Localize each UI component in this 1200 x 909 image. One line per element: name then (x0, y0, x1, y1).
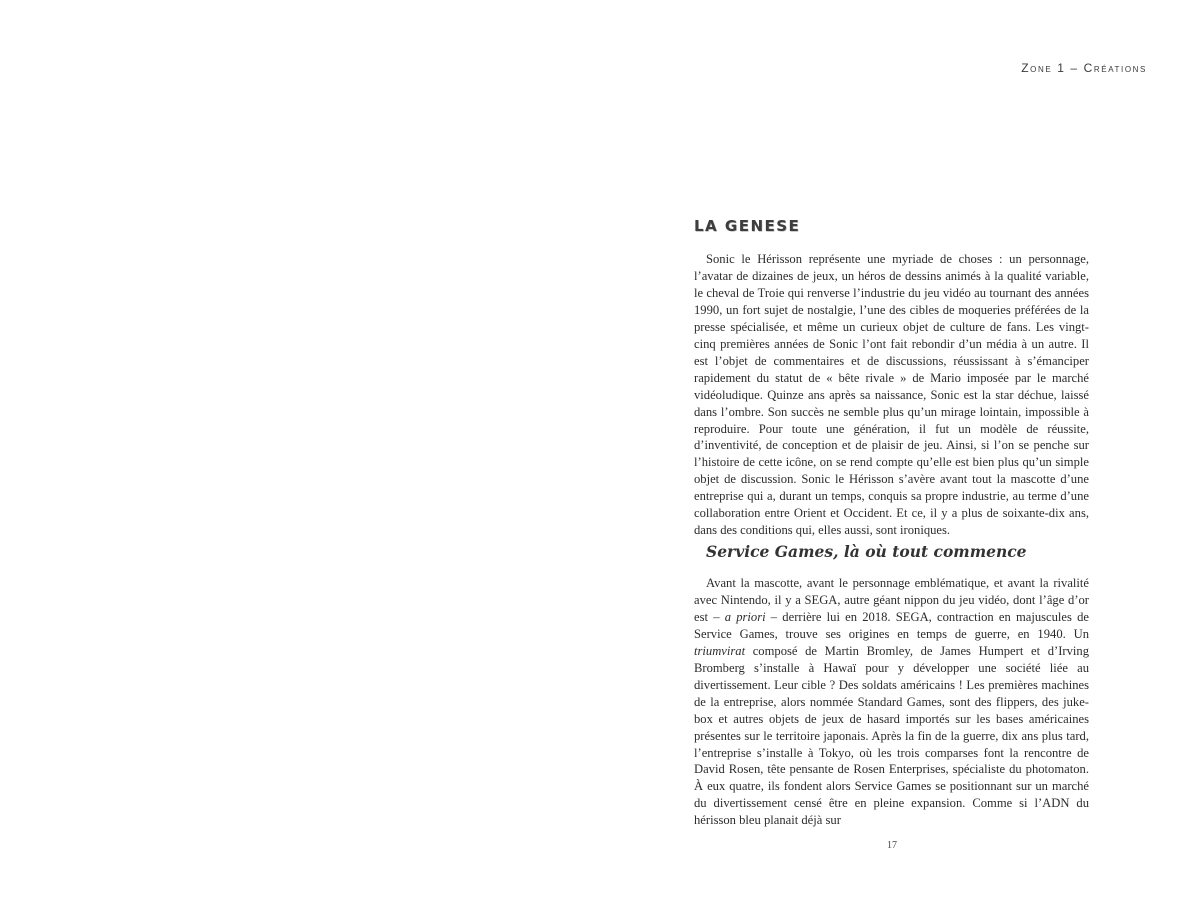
section-title: Service Games, là où tout commence (706, 542, 1027, 561)
intro-paragraph: Sonic le Hérisson représente une myriade de choses : un personnage, l’avatar de dizaines de jeux, un héros de dessins animés à la qualité variable, le cheval de Troie qui renverse l’industrie du jeu vidéo au tournant des années 1990, un fort sujet de nostalgie, l’une des cibles de moqueries préférées de la presse spécialisée, et même un curieux objet de culture de fans. Les vingt-cinq premières années de Sonic l’ont fait rebondir d’un média à un autre. Il est l’objet de commentaires et de discussions, réussissant à s’émanciper rapidement du statut de « bête rivale » de Mario imposée par le marché vidéoludique. Quinze ans après sa naissance, Sonic est la star déchue, laissé dans l’ombre. Son succès ne semble plus qu’un mirage lointain, impossible à reproduire. Pour toute une génération, il fut un modèle de réussite, d’inventivité, de conception et de plaisir de jeu. Ainsi, si l’on se penche sur l’histoire de cette icône, on se rend compte qu’elle est bien plus qu’un simple objet de discussion. Sonic le Hérisson s’avère avant tout la mascotte d’une entreprise qui a, durant un temps, conquis sa propre industrie, au terme d’une collaboration entre Orient et Occident. Et ce, il y a plus de soixante-dix ans, dans des conditions qui, elles aussi, sont ironiques. (694, 252, 1089, 538)
chapter-title: LA GENESE (694, 217, 801, 235)
section-paragraph-italic-2: triumvirat (694, 643, 746, 658)
section-paragraph-text-1: Avant la mascotte, avant le personnage emblématique, et avant la rivalité avec Nintendo, il y a SEGA, autre géant nippon du jeu vidéo, dont l’âge d’or est – (694, 576, 1089, 624)
section-paragraph (694, 575, 1089, 829)
section-paragraph-text-2: – derrière lui en 2018. SEGA, contraction en majuscules de Service Games, trouve ses origines en temps de guerre, en 1940. Un (694, 609, 1090, 641)
section-paragraph-italic-1: a priori (724, 609, 766, 624)
page-number: 17 (887, 840, 897, 851)
running-head: Zone 1 – Créations (1021, 61, 1147, 75)
section-paragraph-text-3: composé de Martin Bromley, de James Humpert et d’Irving Bromberg s’installe à Hawaï pour y développer une société liée au divertissement. Leur cible ? Des soldats américains ! Les premières machines de la entreprise, alors nommée Standard Games, sont des flippers, des juke-box et autres objets de jeux de hasard importés sur les bases américaines présentes sur le territoire japonais. Après la fin de la guerre, dix ans plus tard, l’entreprise s’installe à Tokyo, où les trois comparses font la rencontre de David Rosen, tête pensante de Rosen Enterprises, spécialiste du photomaton. À eux quatre, ils fondent alors Service Games se positionnant sur un marché du divertissement censé être en pleine expansion. Comme si l’ADN du hérisson bleu planait déjà sur (694, 643, 1089, 828)
text-page (694, 0, 1089, 909)
